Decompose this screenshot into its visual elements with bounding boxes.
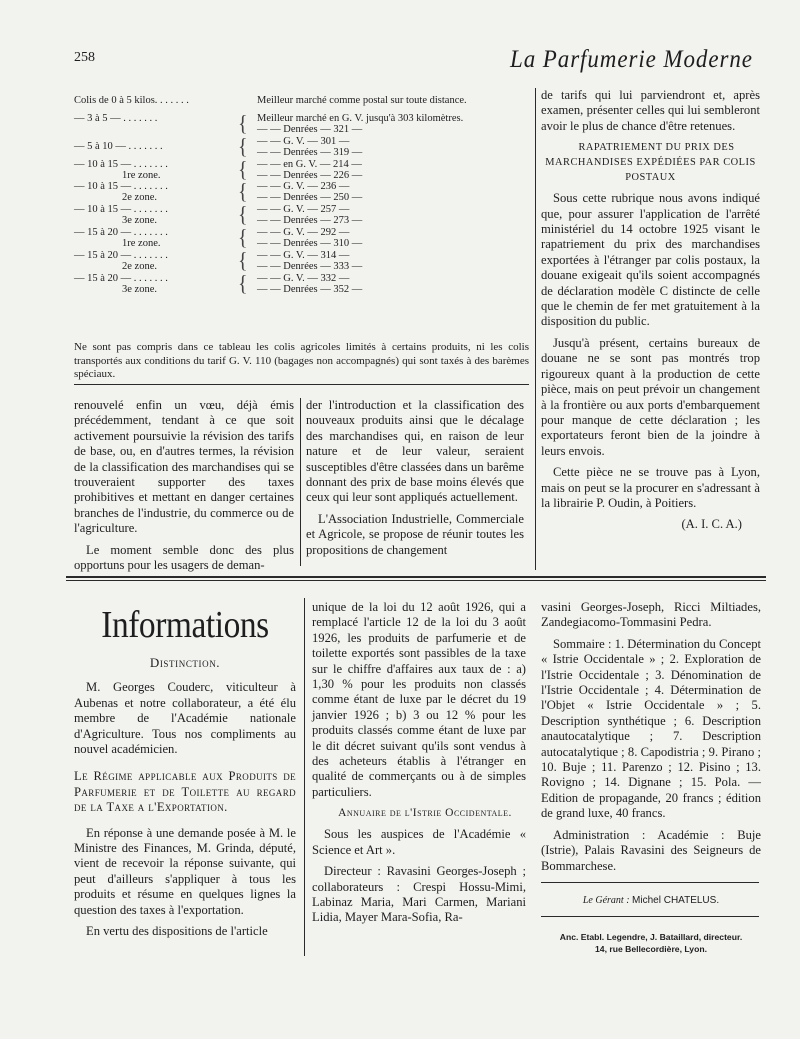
table-row (74, 181, 526, 204)
paragraph: der l'introduction et la classification des nouveaux produits ainsi que le décalage des marchandises qui, en raison de leur nature et de leur valeur, seraient susceptibles d'être classées dans un barême donnant des prix de base moins élevés que ceux qui leur sont appliqués actuellement. (306, 398, 524, 505)
rate-weight: Colis de 0 à 5 kilos. . . . . . . (74, 95, 189, 106)
paragraph: En réponse à une demande posée à M. le Ministre des Finances, M. Grinda, député, vient de recevoir la réponse suivante, qui peut d'ailleurs s'appliquer à tous les produits et résume en quelques lignes la question des taxes à l'exportation. (74, 825, 296, 917)
article-column (306, 398, 524, 564)
rate-description: — — G. V. — 301 — (257, 135, 350, 147)
table-row (74, 204, 526, 227)
rate-weight: — 3 à 5 — . . . . . . . (74, 113, 158, 124)
divider (74, 384, 529, 385)
section-heading: RAPATRIEMENT DU PRIX DES MARCHANDISES EXPÉDIÉES PAR COLIS POSTAUX (545, 142, 756, 184)
brace-icon: { (238, 248, 248, 273)
rate-weight: — 10 à 15 — . . . . . . . (74, 181, 168, 193)
table-row (74, 95, 526, 113)
section-heading: Le Régime applicable aux Produits de Parfumerie et de Toilette au regard de la Taxe a l'Exportation. (74, 769, 296, 815)
masthead-logo: La Parfumerie Moderne (510, 46, 753, 73)
rate-description: — — Denrées — 352 — (257, 283, 363, 295)
signature: (A. I. C. A.) (681, 517, 742, 532)
paragraph: Administration : Académie : Buje (Istrie), Palais Ravasini des Seigneurs de Bommarchese. (541, 827, 761, 873)
rates-table (74, 95, 526, 295)
table-row (74, 159, 526, 182)
section-divider (66, 580, 766, 581)
paragraph: Sous cette rubrique nous avons indiqué que, pour assurer l'application de l'arrêté ministériel du 14 octobre 1925 visant le rapatriement du prix des marchandises exportées à l'étranger par colis postaux, la douane exigeait qu'ils soient accompagnés de déclaration modèle C distincte de celle que le chemin de fer met gratuitement à la disposition du public. (541, 191, 760, 329)
informations-column (74, 597, 296, 946)
rate-weight: — 15 à 20 — . . . . . . . (74, 249, 168, 261)
rate-zone: 3e zone. (122, 283, 157, 295)
brace-icon: { (238, 203, 248, 228)
table-footnote: Ne sont pas compris dans ce tableau les colis agricoles limités à certains produits, ni les colis transportés aux conditions du tarif G. V. 110 (bagages non accompagnés) qui sont taxés à des barèmes spéciaux. (74, 341, 529, 380)
table-row (74, 136, 526, 159)
paragraph: Sommaire : 1. Détermination du Concept « Istrie Occidentale » ; 2. Exploration de l'Istrie Occidentale ; 3. Dénomination de l'Istrie Occidentale ; 4. Détermination de l'Objet « Istrie Occidentale » ; 5. Description synthétique ; 6. Description anautocatalytique ; 7. Description autocatalytique ; 8. Capodistria ; 9. Pirano ; 10. Buje ; 11. Parenzo ; 12. Pisino ; 13. Rovigno ; 14. Dignane ; 15. Pola. — Edition de propagande, 20 francs ; édition de grand luxe, 40 francs. (541, 636, 761, 821)
rate-weight: — 5 à 10 — . . . . . . . (74, 140, 163, 152)
paragraph: de tarifs qui lui parviendront et, après examen, présenter celles qui lui sembleront avoir le plus de chance d'être retenues. (541, 88, 760, 133)
paragraph: Sous les auspices de l'Académie « Science et Art ». (312, 827, 526, 857)
rate-zone: 1re zone. (122, 169, 161, 181)
column-divider (300, 398, 301, 566)
paragraph: Cette pièce ne se trouve pas à Lyon, mais on peut se la procurer en s'adressant à la librairie P. Oudin, à Poitiers. (541, 465, 760, 510)
rate-description: — — Denrées — 321 — (257, 124, 363, 135)
rate-description: Meilleur marché comme postal sur toute distance. (257, 95, 467, 106)
section-title: Informations (101, 604, 269, 646)
paragraph: Jusqu'à présent, certains bureaux de douane ne se sont pas montrés trop rigoureux quant à la production de cette pièce, mais on peut prévoir un changement à la frontière ou aux ports d'embarquement pour manque de cette déclaration ; les exportateurs feront bien de la joindre à leurs envois. (541, 335, 760, 458)
rate-description: — — G. V. — 257 — (257, 204, 350, 216)
rate-weight: — 15 à 20 — . . . . . . . (74, 226, 168, 238)
article-column (312, 600, 526, 932)
paragraph: renouvelé enfin un vœu, déjà émis précédemment, tendant à ce que soit activement poursuivie la révision des tarifs de base, ou, en d'autres termes, la révision de la classification des marchandises qui se trouveraient supporter des taxes prohibitives et mettant en danger certaines branches de l'industrie, du commerce ou de l'agriculture. (74, 398, 294, 536)
paragraph: M. Georges Couderc, viticulteur à Aubenas et notre collaborateur, a été élu membre de l'Académie nationale d'Agriculture. Tous nos compliments au nouvel académicien. (74, 680, 296, 757)
table-row (74, 273, 526, 296)
rate-zone: 3e zone. (122, 215, 157, 227)
paragraph: L'Association Industrielle, Commerciale et Agricole, se propose de réunir toutes les propositions de changement (306, 511, 524, 557)
manager-label: Le Gérant : (582, 894, 630, 906)
printer-imprint (541, 931, 761, 955)
table-row (74, 227, 526, 250)
table-row (74, 250, 526, 273)
rate-zone: 2e zone. (122, 192, 157, 204)
paragraph: Directeur : Ravasini Georges-Joseph ; collaborateurs : Crespi Hossu-Mimi, Labinaz Maria, Mari Carmen, Mariani Lidia, Mayer Mara-Sofia, Ra- (312, 864, 526, 925)
rate-weight: — 10 à 15 — . . . . . . . (74, 158, 168, 170)
rate-weight: — 15 à 20 — . . . . . . . (74, 272, 168, 284)
printer-line: 14, rue Bellecordière, Lyon. (595, 944, 707, 955)
paragraph: En vertu des dispositions de l'article (86, 924, 268, 939)
rate-zone: 1re zone. (122, 237, 161, 249)
rate-description: — — Denrées — 319 — (257, 146, 363, 158)
article-column (541, 88, 760, 539)
rate-description: — — Denrées — 250 — (257, 192, 363, 204)
brace-icon: { (238, 134, 248, 159)
brace-icon: { (238, 225, 248, 251)
article-column (541, 600, 761, 955)
rate-description: — — G. V. — 292 — (257, 226, 350, 238)
page-number: 258 (74, 50, 95, 65)
rate-description: Meilleur marché en G. V. jusqu'à 303 kilomètres. (257, 113, 464, 124)
paragraph: Le moment semble donc des plus opportuns pour les usagers de deman- (74, 542, 294, 573)
brace-icon: { (238, 157, 248, 182)
brace-icon: { (238, 111, 248, 137)
manager-name: Michel CHATELUS. (632, 894, 720, 906)
divider (541, 916, 759, 917)
rate-weight: — 10 à 15 — . . . . . . . (74, 204, 168, 216)
rate-description: — — Denrées — 273 — (257, 215, 363, 227)
table-row (74, 113, 526, 136)
rate-description: — — G. V. — 332 — (257, 272, 350, 284)
section-subtitle: Distinction. (149, 655, 221, 670)
divider (541, 882, 759, 883)
paragraph: vasini Georges-Joseph, Ricci Miltiades, Zandegiacomo-Tommasini Pedra. (541, 600, 761, 630)
paragraph: unique de la loi du 12 août 1926, qui a remplacé l'article 12 de la loi du 3 août 1926, les produits de parfumerie et de toilette exportés sont passibles de la taxe sur le chiffre d'affaires aux taux de : a) 1,30 % pour les produits non classés comme étant de luxe par le décret du 19 janvier 1926 ; b) 3 ou 12 % pour les produits classés comme étant de luxe par le dit décret suivant qu'ils sont vendus à des acheteurs établis à l'étranger en qualité de commerçants ou à de simples particuliers. (312, 600, 526, 799)
rate-description: — — en G. V. — 214 — (257, 158, 362, 170)
column-divider (535, 88, 536, 570)
rate-description: — — G. V. — 236 — (257, 181, 350, 193)
article-column (74, 398, 294, 579)
rate-zone: 2e zone. (122, 260, 157, 272)
section-heading: Annuaire de l'Istrie Occidentale. (338, 807, 512, 820)
rate-description: — — Denrées — 333 — (257, 260, 363, 272)
column-divider (304, 598, 305, 956)
rate-description: — — G. V. — 314 — (257, 249, 350, 261)
rate-description: — — Denrées — 226 — (257, 169, 363, 181)
rate-description: — — Denrées — 310 — (257, 237, 363, 249)
brace-icon: { (238, 271, 248, 296)
printer-line: Anc. Etabl. Legendre, J. Bataillard, directeur. (559, 932, 743, 943)
brace-icon: { (238, 180, 248, 205)
manager-line (541, 893, 761, 908)
